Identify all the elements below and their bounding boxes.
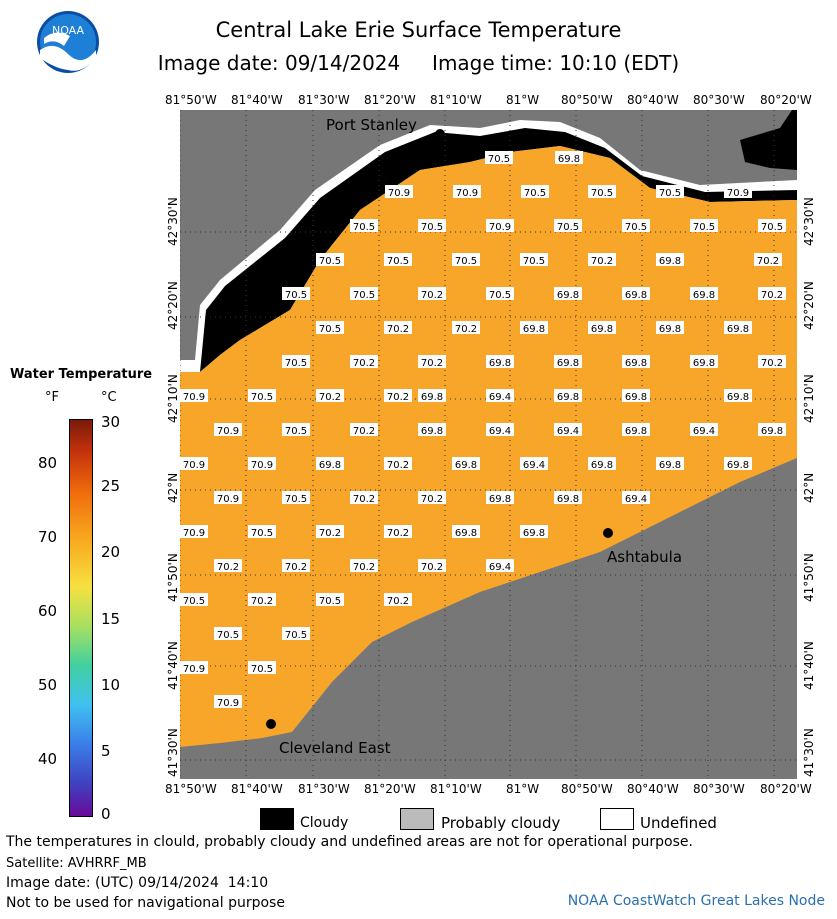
- lat-label-left: 42°20'N: [166, 281, 180, 330]
- temp-label: 70.9: [216, 494, 240, 505]
- temp-label: 69.4: [692, 426, 716, 437]
- temp-label: 69.8: [658, 460, 682, 471]
- lon-label-bottom: 81°W: [506, 782, 540, 796]
- colorbar-c-tick: 30: [101, 413, 121, 431]
- lat-label-left: 42°N: [166, 472, 180, 503]
- temp-label: 70.2: [420, 494, 444, 505]
- lat-label-right: 42°30'N: [802, 197, 816, 246]
- temp-label: 69.8: [488, 494, 512, 505]
- cleveland-east-marker: [266, 719, 276, 729]
- temp-label: 70.9: [726, 188, 750, 199]
- temp-label: 70.2: [250, 596, 274, 607]
- temp-label: 70.2: [386, 596, 410, 607]
- temp-label: 69.8: [760, 426, 784, 437]
- temp-label: 69.8: [590, 324, 614, 335]
- temp-label: 69.8: [454, 528, 478, 539]
- temp-label: 70.5: [216, 630, 240, 641]
- legend-swatch-undefined: [600, 808, 634, 830]
- colorbar-c-tick: 5: [101, 742, 111, 760]
- lon-label-top: 80°30'W: [693, 93, 745, 107]
- temp-label: 69.8: [522, 528, 546, 539]
- temp-label: 69.8: [624, 392, 648, 403]
- colorbar-c-tick: 20: [101, 543, 121, 561]
- lon-label-top: 80°50'W: [561, 93, 613, 107]
- colorbar-c-tick: 15: [101, 610, 121, 628]
- temp-label: 70.2: [760, 358, 784, 369]
- temp-label: 70.2: [420, 358, 444, 369]
- lat-label-right: 42°N: [802, 472, 816, 503]
- lat-label-right: 42°20'N: [802, 281, 816, 330]
- temp-label: 69.4: [624, 494, 648, 505]
- temp-label: 70.9: [182, 528, 206, 539]
- temp-label: 69.8: [318, 460, 342, 471]
- lon-label-top: 80°40'W: [627, 93, 679, 107]
- lat-label-left: 41°30'N: [166, 728, 180, 777]
- temp-label: 70.9: [182, 664, 206, 675]
- temp-label: 69.8: [522, 324, 546, 335]
- colorbar-f-tick: 80: [38, 454, 58, 472]
- place-label-ashtabula: Ashtabula: [607, 548, 683, 566]
- temp-label: 69.8: [556, 290, 580, 301]
- place-label-port-stanley: Port Stanley: [326, 116, 417, 134]
- lon-label-bottom: 80°50'W: [561, 782, 613, 796]
- lon-label-top: 81°10'W: [430, 93, 482, 107]
- temp-label: 69.8: [488, 358, 512, 369]
- temp-label: 70.5: [250, 664, 274, 675]
- temp-label: 69.8: [420, 392, 444, 403]
- temp-label: 70.2: [756, 256, 780, 267]
- temp-label: 70.5: [760, 222, 784, 233]
- temp-label: 70.9: [250, 460, 274, 471]
- lon-label-top: 81°50'W: [165, 93, 217, 107]
- lat-label-right: 41°50'N: [802, 553, 816, 602]
- disclaimer-text: The temperatures in clould, probably cloudy and undefined areas are not for operational purpose.: [6, 834, 693, 850]
- temp-label: 70.2: [216, 562, 240, 573]
- lat-label-right: 41°40'N: [802, 641, 816, 690]
- temp-label: 70.5: [318, 256, 342, 267]
- temp-label: 70.9: [488, 222, 512, 233]
- colorbar-c-tick: 10: [101, 676, 121, 694]
- temp-label: 69.8: [692, 358, 716, 369]
- temp-label: 70.2: [284, 562, 308, 573]
- temp-label: 69.8: [556, 494, 580, 505]
- colorbar-f-tick: 50: [38, 676, 58, 694]
- temp-label: 70.5: [487, 154, 511, 165]
- temp-label: 70.5: [556, 222, 580, 233]
- lat-label-left: 41°40'N: [166, 641, 180, 690]
- lon-label-bottom: 81°50'W: [165, 782, 217, 796]
- temp-label: 69.8: [454, 460, 478, 471]
- temp-label: 70.5: [386, 256, 410, 267]
- lat-label-right: 41°30'N: [802, 728, 816, 777]
- lon-label-top: 80°20'W: [760, 93, 812, 107]
- temp-label: 69.8: [726, 460, 750, 471]
- page-title: Central Lake Erie Surface Temperature: [215, 18, 622, 42]
- lon-label-bottom: 81°20'W: [364, 782, 416, 796]
- temp-label: 70.2: [352, 426, 376, 437]
- temp-label: 70.5: [284, 358, 308, 369]
- temp-label: 70.5: [284, 630, 308, 641]
- lon-label-bottom: 81°30'W: [298, 782, 350, 796]
- temp-label: 69.8: [692, 290, 716, 301]
- temp-label: 70.5: [420, 222, 444, 233]
- navigation-warning: Not to be used for navigational purpose: [6, 895, 285, 911]
- temp-label: 70.2: [590, 256, 614, 267]
- ashtabula-marker: [603, 528, 613, 538]
- temp-label: 69.8: [590, 460, 614, 471]
- lon-label-bottom: 80°20'W: [760, 782, 812, 796]
- temp-label: 70.9: [455, 188, 479, 199]
- lon-label-bottom: 80°40'W: [627, 782, 679, 796]
- colorbar-f-tick: 40: [38, 750, 58, 768]
- legend-label-probably-cloudy: Probably cloudy: [441, 814, 561, 832]
- temp-label: 70.2: [352, 562, 376, 573]
- temp-label: 70.5: [318, 596, 342, 607]
- temp-label: 70.5: [624, 222, 648, 233]
- temp-label: 69.4: [556, 426, 580, 437]
- temp-label: 70.9: [182, 392, 206, 403]
- temp-label: 70.5: [284, 426, 308, 437]
- temp-label: 70.5: [692, 222, 716, 233]
- temp-label: 70.5: [284, 290, 308, 301]
- utc-date-text: Image date: (UTC) 09/14/2024 14:10: [6, 875, 269, 891]
- temp-label: 70.2: [420, 562, 444, 573]
- temp-label: 69.8: [556, 392, 580, 403]
- temp-label: 70.5: [318, 324, 342, 335]
- temp-label: 70.2: [760, 290, 784, 301]
- temp-label: 70.2: [352, 358, 376, 369]
- legend-label-cloudy: Cloudy: [300, 815, 349, 831]
- temp-label: 69.8: [420, 426, 444, 437]
- temp-label: 69.8: [624, 426, 648, 437]
- temp-label: 70.2: [386, 528, 410, 539]
- lat-label-left: 42°10'N: [166, 374, 180, 423]
- temp-label: 69.4: [488, 426, 512, 437]
- satellite-text: Satellite: AVHRRF_MB: [6, 856, 147, 871]
- temp-label: 70.5: [250, 528, 274, 539]
- legend-label-undefined: Undefined: [640, 814, 717, 832]
- temp-label: 70.5: [658, 188, 682, 199]
- legend-swatch-cloudy: [260, 808, 294, 830]
- lon-label-top: 81°30'W: [298, 93, 350, 107]
- lon-label-top: 81°20'W: [364, 93, 416, 107]
- temp-label: 69.8: [557, 154, 581, 165]
- image-datetime: Image date: 09/14/2024 Image time: 10:10 (EDT): [157, 51, 680, 75]
- temp-label: 69.8: [556, 358, 580, 369]
- temp-label: 70.2: [386, 460, 410, 471]
- lat-label-left: 41°50'N: [166, 553, 180, 602]
- lon-label-bottom: 81°10'W: [430, 782, 482, 796]
- temp-label: 70.5: [522, 256, 546, 267]
- colorbar-title: Water Temperature: [10, 367, 153, 382]
- logo-text: NOAA: [51, 24, 85, 37]
- temp-label: 70.2: [386, 324, 410, 335]
- lon-label-top: 81°W: [506, 93, 540, 107]
- temp-label: 70.5: [488, 290, 512, 301]
- temp-label: 70.5: [590, 188, 614, 199]
- temp-label: 69.4: [522, 460, 546, 471]
- place-label-cleveland-east: Cleveland East: [279, 739, 391, 757]
- colorbar-unit-f: °F: [45, 390, 59, 405]
- temp-label: 70.5: [284, 494, 308, 505]
- temp-label: 70.2: [454, 324, 478, 335]
- temp-label: 69.8: [726, 392, 750, 403]
- temp-label: 69.4: [488, 562, 512, 573]
- temp-label: 70.2: [318, 392, 342, 403]
- colorbar-c-tick: 25: [101, 477, 121, 495]
- temp-label: 70.9: [216, 698, 240, 709]
- temp-label: 69.8: [624, 358, 648, 369]
- colorbar-f-tick: 60: [38, 602, 58, 620]
- temp-label: 70.5: [454, 256, 478, 267]
- lat-label-left: 42°30'N: [166, 197, 180, 246]
- temp-label: 70.9: [387, 188, 411, 199]
- temp-label: 70.9: [216, 426, 240, 437]
- temp-label: 70.2: [318, 528, 342, 539]
- lon-label-top: 81°40'W: [231, 93, 283, 107]
- temp-label: 69.4: [488, 392, 512, 403]
- colorbar-gradient: [69, 419, 93, 817]
- temp-label: 70.5: [250, 392, 274, 403]
- temp-label: 69.8: [658, 256, 682, 267]
- lon-label-bottom: 80°30'W: [693, 782, 745, 796]
- temp-label: 69.8: [726, 324, 750, 335]
- credit-text: NOAA CoastWatch Great Lakes Node: [567, 893, 825, 909]
- colorbar-f-tick: 70: [38, 528, 58, 546]
- temp-label: 70.5: [523, 188, 547, 199]
- legend-swatch-probably-cloudy: [400, 808, 434, 830]
- temp-label: 70.2: [386, 392, 410, 403]
- temp-label: 70.5: [352, 222, 376, 233]
- temp-label: 69.8: [624, 290, 648, 301]
- colorbar-c-tick: 0: [101, 805, 111, 823]
- temp-label: 70.5: [182, 596, 206, 607]
- temp-label: 70.2: [420, 290, 444, 301]
- port-stanley-marker: [435, 129, 445, 139]
- lat-label-right: 42°10'N: [802, 374, 816, 423]
- temp-label: 70.9: [182, 460, 206, 471]
- temp-label: 70.2: [352, 494, 376, 505]
- temp-label: 70.5: [352, 290, 376, 301]
- lon-label-bottom: 81°40'W: [231, 782, 283, 796]
- lake-erie-map: [180, 110, 797, 779]
- temp-label: 69.8: [658, 324, 682, 335]
- colorbar-unit-c: °C: [101, 390, 117, 405]
